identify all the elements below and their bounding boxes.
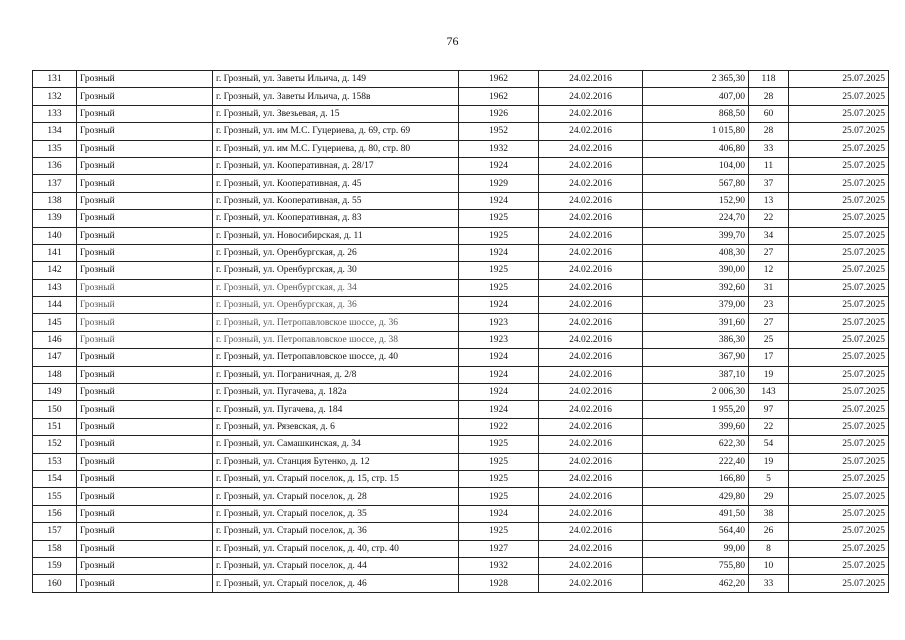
deadline-cell: 25.07.2025	[789, 453, 889, 470]
year-built-cell: 1925	[459, 279, 539, 296]
row-number: 157	[33, 523, 77, 540]
date-cell: 24.02.2016	[539, 227, 643, 244]
residents-count-cell: 118	[749, 71, 789, 88]
year-built-cell: 1962	[459, 71, 539, 88]
residents-count-cell: 29	[749, 488, 789, 505]
date-cell: 24.02.2016	[539, 175, 643, 192]
deadline-cell: 25.07.2025	[789, 436, 889, 453]
city-cell: Грозный	[77, 453, 213, 470]
row-number: 147	[33, 349, 77, 366]
date-cell: 24.02.2016	[539, 210, 643, 227]
deadline-cell: 25.07.2025	[789, 210, 889, 227]
deadline-cell: 25.07.2025	[789, 105, 889, 122]
area-cell: 379,00	[643, 297, 749, 314]
residents-count-cell: 19	[749, 453, 789, 470]
residents-count-cell: 22	[749, 418, 789, 435]
area-cell: 1 015,80	[643, 123, 749, 140]
date-cell: 24.02.2016	[539, 192, 643, 209]
deadline-cell: 25.07.2025	[789, 244, 889, 261]
address-cell: г. Грозный, ул. Пугачева, д. 184	[213, 401, 459, 418]
year-built-cell: 1924	[459, 244, 539, 261]
date-cell: 24.02.2016	[539, 384, 643, 401]
year-built-cell: 1932	[459, 140, 539, 157]
deadline-cell: 25.07.2025	[789, 71, 889, 88]
row-number: 151	[33, 418, 77, 435]
residents-count-cell: 10	[749, 557, 789, 574]
table-row	[33, 540, 889, 557]
residents-count-cell: 60	[749, 105, 789, 122]
date-cell: 24.02.2016	[539, 453, 643, 470]
date-cell: 24.02.2016	[539, 523, 643, 540]
area-cell: 2 365,30	[643, 71, 749, 88]
residents-count-cell: 5	[749, 470, 789, 487]
row-number: 134	[33, 123, 77, 140]
table-row	[33, 279, 889, 296]
table-row	[33, 505, 889, 522]
address-cell: г. Грозный, ул. Пограничная, д. 2/8	[213, 366, 459, 383]
year-built-cell: 1925	[459, 262, 539, 279]
table-row	[33, 140, 889, 157]
residents-count-cell: 19	[749, 366, 789, 383]
row-number: 139	[33, 210, 77, 227]
table-row	[33, 418, 889, 435]
address-cell: г. Грозный, ул. Петропавловское шоссе, д. 36	[213, 314, 459, 331]
address-cell: г. Грозный, ул. Станция Бутенко, д. 12	[213, 453, 459, 470]
address-cell: г. Грозный, ул. Старый поселок, д. 35	[213, 505, 459, 522]
table-row	[33, 575, 889, 592]
year-built-cell: 1952	[459, 123, 539, 140]
city-cell: Грозный	[77, 557, 213, 574]
year-built-cell: 1924	[459, 384, 539, 401]
address-cell: г. Грозный, ул. Старый поселок, д. 15, стр. 15	[213, 470, 459, 487]
area-cell: 399,70	[643, 227, 749, 244]
area-cell: 1 955,20	[643, 401, 749, 418]
area-cell: 391,60	[643, 314, 749, 331]
address-cell: г. Грозный, ул. Оренбургская, д. 30	[213, 262, 459, 279]
deadline-cell: 25.07.2025	[789, 331, 889, 348]
area-cell: 224,70	[643, 210, 749, 227]
address-cell: г. Грозный, ул. Оренбургская, д. 36	[213, 297, 459, 314]
area-cell: 462,20	[643, 575, 749, 592]
deadline-cell: 25.07.2025	[789, 88, 889, 105]
table-row	[33, 366, 889, 383]
residents-count-cell: 33	[749, 140, 789, 157]
residents-count-cell: 33	[749, 575, 789, 592]
city-cell: Грозный	[77, 157, 213, 174]
row-number: 143	[33, 279, 77, 296]
address-cell: г. Грозный, ул. Старый поселок, д. 46	[213, 575, 459, 592]
address-cell: г. Грозный, ул. им М.С. Гуцериева, д. 69, стр. 69	[213, 123, 459, 140]
address-cell: г. Грозный, ул. Самашкинская, д. 34	[213, 436, 459, 453]
deadline-cell: 25.07.2025	[789, 140, 889, 157]
city-cell: Грозный	[77, 140, 213, 157]
city-cell: Грозный	[77, 175, 213, 192]
address-cell: г. Грозный, ул. Рязевская, д. 6	[213, 418, 459, 435]
year-built-cell: 1924	[459, 297, 539, 314]
table-row	[33, 384, 889, 401]
date-cell: 24.02.2016	[539, 436, 643, 453]
city-cell: Грозный	[77, 192, 213, 209]
table-row	[33, 314, 889, 331]
deadline-cell: 25.07.2025	[789, 488, 889, 505]
city-cell: Грозный	[77, 105, 213, 122]
city-cell: Грозный	[77, 262, 213, 279]
city-cell: Грозный	[77, 540, 213, 557]
table-row	[33, 227, 889, 244]
row-number: 160	[33, 575, 77, 592]
deadline-cell: 25.07.2025	[789, 175, 889, 192]
date-cell: 24.02.2016	[539, 540, 643, 557]
city-cell: Грозный	[77, 470, 213, 487]
date-cell: 24.02.2016	[539, 488, 643, 505]
deadline-cell: 25.07.2025	[789, 540, 889, 557]
residents-count-cell: 27	[749, 244, 789, 261]
row-number: 132	[33, 88, 77, 105]
year-built-cell: 1925	[459, 470, 539, 487]
year-built-cell: 1923	[459, 331, 539, 348]
date-cell: 24.02.2016	[539, 349, 643, 366]
city-cell: Грозный	[77, 88, 213, 105]
row-number: 158	[33, 540, 77, 557]
row-number: 149	[33, 384, 77, 401]
address-cell: г. Грозный, ул. Оренбургская, д. 26	[213, 244, 459, 261]
area-cell: 622,30	[643, 436, 749, 453]
row-number: 150	[33, 401, 77, 418]
row-number: 159	[33, 557, 77, 574]
table-row	[33, 523, 889, 540]
city-cell: Грозный	[77, 210, 213, 227]
area-cell: 399,60	[643, 418, 749, 435]
area-cell: 755,80	[643, 557, 749, 574]
city-cell: Грозный	[77, 279, 213, 296]
residents-count-cell: 97	[749, 401, 789, 418]
row-number: 136	[33, 157, 77, 174]
deadline-cell: 25.07.2025	[789, 523, 889, 540]
address-cell: г. Грозный, ул. Пугачева, д. 182а	[213, 384, 459, 401]
year-built-cell: 1924	[459, 505, 539, 522]
city-cell: Грозный	[77, 436, 213, 453]
row-number: 131	[33, 71, 77, 88]
date-cell: 24.02.2016	[539, 140, 643, 157]
residents-count-cell: 37	[749, 175, 789, 192]
year-built-cell: 1922	[459, 418, 539, 435]
housing-registry-table	[32, 70, 889, 593]
city-cell: Грозный	[77, 523, 213, 540]
area-cell: 222,40	[643, 453, 749, 470]
city-cell: Грозный	[77, 366, 213, 383]
area-cell: 99,00	[643, 540, 749, 557]
table-row	[33, 262, 889, 279]
row-number: 153	[33, 453, 77, 470]
area-cell: 166,80	[643, 470, 749, 487]
area-cell: 429,80	[643, 488, 749, 505]
area-cell: 868,50	[643, 105, 749, 122]
year-built-cell: 1925	[459, 453, 539, 470]
residents-count-cell: 34	[749, 227, 789, 244]
row-number: 135	[33, 140, 77, 157]
city-cell: Грозный	[77, 244, 213, 261]
row-number: 138	[33, 192, 77, 209]
address-cell: г. Грозный, ул. Старый поселок, д. 44	[213, 557, 459, 574]
address-cell: г. Грозный, ул. Петропавловское шоссе, д. 38	[213, 331, 459, 348]
deadline-cell: 25.07.2025	[789, 505, 889, 522]
year-built-cell: 1932	[459, 557, 539, 574]
deadline-cell: 25.07.2025	[789, 557, 889, 574]
city-cell: Грозный	[77, 418, 213, 435]
table-row	[33, 244, 889, 261]
deadline-cell: 25.07.2025	[789, 575, 889, 592]
date-cell: 24.02.2016	[539, 401, 643, 418]
deadline-cell: 25.07.2025	[789, 157, 889, 174]
year-built-cell: 1925	[459, 436, 539, 453]
table-row	[33, 401, 889, 418]
table-row	[33, 88, 889, 105]
residents-count-cell: 25	[749, 331, 789, 348]
page-number: 76	[446, 34, 459, 48]
year-built-cell: 1924	[459, 401, 539, 418]
residents-count-cell: 26	[749, 523, 789, 540]
city-cell: Грозный	[77, 505, 213, 522]
city-cell: Грозный	[77, 71, 213, 88]
year-built-cell: 1924	[459, 192, 539, 209]
city-cell: Грозный	[77, 123, 213, 140]
city-cell: Грозный	[77, 227, 213, 244]
year-built-cell: 1924	[459, 157, 539, 174]
table-row	[33, 453, 889, 470]
date-cell: 24.02.2016	[539, 470, 643, 487]
city-cell: Грозный	[77, 401, 213, 418]
address-cell: г. Грозный, ул. Кооперативная, д. 83	[213, 210, 459, 227]
deadline-cell: 25.07.2025	[789, 314, 889, 331]
table-row	[33, 488, 889, 505]
residents-count-cell: 54	[749, 436, 789, 453]
deadline-cell: 25.07.2025	[789, 418, 889, 435]
address-cell: г. Грозный, ул. Кооперативная, д. 28/17	[213, 157, 459, 174]
date-cell: 24.02.2016	[539, 123, 643, 140]
address-cell: г. Грозный, ул. им М.С. Гуцериева, д. 80, стр. 80	[213, 140, 459, 157]
year-built-cell: 1929	[459, 175, 539, 192]
year-built-cell: 1925	[459, 210, 539, 227]
date-cell: 24.02.2016	[539, 418, 643, 435]
row-number: 137	[33, 175, 77, 192]
area-cell: 2 006,30	[643, 384, 749, 401]
address-cell: г. Грозный, ул. Старый поселок, д. 40, стр. 40	[213, 540, 459, 557]
row-number: 133	[33, 105, 77, 122]
residents-count-cell: 17	[749, 349, 789, 366]
row-number: 148	[33, 366, 77, 383]
year-built-cell: 1925	[459, 523, 539, 540]
address-cell: г. Грозный, ул. Новосибирская, д. 11	[213, 227, 459, 244]
deadline-cell: 25.07.2025	[789, 123, 889, 140]
deadline-cell: 25.07.2025	[789, 401, 889, 418]
date-cell: 24.02.2016	[539, 314, 643, 331]
area-cell: 386,30	[643, 331, 749, 348]
year-built-cell: 1925	[459, 227, 539, 244]
row-number: 146	[33, 331, 77, 348]
deadline-cell: 25.07.2025	[789, 192, 889, 209]
table-row	[33, 157, 889, 174]
row-number: 156	[33, 505, 77, 522]
deadline-cell: 25.07.2025	[789, 297, 889, 314]
residents-count-cell: 27	[749, 314, 789, 331]
residents-count-cell: 28	[749, 123, 789, 140]
date-cell: 24.02.2016	[539, 244, 643, 261]
city-cell: Грозный	[77, 297, 213, 314]
date-cell: 24.02.2016	[539, 262, 643, 279]
area-cell: 407,00	[643, 88, 749, 105]
deadline-cell: 25.07.2025	[789, 227, 889, 244]
year-built-cell: 1925	[459, 488, 539, 505]
table-row	[33, 349, 889, 366]
table-row	[33, 105, 889, 122]
year-built-cell: 1923	[459, 314, 539, 331]
city-cell: Грозный	[77, 384, 213, 401]
address-cell: г. Грозный, ул. Кооперативная, д. 45	[213, 175, 459, 192]
area-cell: 387,10	[643, 366, 749, 383]
residents-count-cell: 8	[749, 540, 789, 557]
row-number: 145	[33, 314, 77, 331]
year-built-cell: 1924	[459, 366, 539, 383]
year-built-cell: 1927	[459, 540, 539, 557]
area-cell: 152,90	[643, 192, 749, 209]
deadline-cell: 25.07.2025	[789, 384, 889, 401]
deadline-cell: 25.07.2025	[789, 279, 889, 296]
date-cell: 24.02.2016	[539, 505, 643, 522]
residents-count-cell: 38	[749, 505, 789, 522]
address-cell: г. Грозный, ул. Старый поселок, д. 36	[213, 523, 459, 540]
date-cell: 24.02.2016	[539, 366, 643, 383]
deadline-cell: 25.07.2025	[789, 349, 889, 366]
address-cell: г. Грозный, ул. Заветы Ильича, д. 158в	[213, 88, 459, 105]
row-number: 144	[33, 297, 77, 314]
address-cell: г. Грозный, ул. Заветы Ильича, д. 149	[213, 71, 459, 88]
residents-count-cell: 12	[749, 262, 789, 279]
table-row	[33, 192, 889, 209]
residents-count-cell: 28	[749, 88, 789, 105]
table-row	[33, 175, 889, 192]
residents-count-cell: 11	[749, 157, 789, 174]
table-row	[33, 123, 889, 140]
date-cell: 24.02.2016	[539, 88, 643, 105]
date-cell: 24.02.2016	[539, 71, 643, 88]
year-built-cell: 1926	[459, 105, 539, 122]
row-number: 152	[33, 436, 77, 453]
table-row	[33, 470, 889, 487]
table-body	[33, 71, 889, 593]
table-row	[33, 436, 889, 453]
area-cell: 406,80	[643, 140, 749, 157]
row-number: 141	[33, 244, 77, 261]
address-cell: г. Грозный, ул. Оренбургская, д. 34	[213, 279, 459, 296]
residents-count-cell: 22	[749, 210, 789, 227]
area-cell: 367,90	[643, 349, 749, 366]
row-number: 154	[33, 470, 77, 487]
city-cell: Грозный	[77, 314, 213, 331]
city-cell: Грозный	[77, 349, 213, 366]
date-cell: 24.02.2016	[539, 279, 643, 296]
area-cell: 392,60	[643, 279, 749, 296]
address-cell: г. Грозный, ул. Звезьевая, д. 15	[213, 105, 459, 122]
deadline-cell: 25.07.2025	[789, 262, 889, 279]
area-cell: 390,00	[643, 262, 749, 279]
year-built-cell: 1924	[459, 349, 539, 366]
residents-count-cell: 31	[749, 279, 789, 296]
table-row	[33, 557, 889, 574]
row-number: 142	[33, 262, 77, 279]
table-row	[33, 71, 889, 88]
date-cell: 24.02.2016	[539, 331, 643, 348]
residents-count-cell: 13	[749, 192, 789, 209]
table-row	[33, 297, 889, 314]
date-cell: 24.02.2016	[539, 157, 643, 174]
city-cell: Грозный	[77, 488, 213, 505]
area-cell: 567,80	[643, 175, 749, 192]
date-cell: 24.02.2016	[539, 297, 643, 314]
row-number: 155	[33, 488, 77, 505]
address-cell: г. Грозный, ул. Петропавловское шоссе, д. 40	[213, 349, 459, 366]
year-built-cell: 1928	[459, 575, 539, 592]
area-cell: 104,00	[643, 157, 749, 174]
area-cell: 491,50	[643, 505, 749, 522]
table-row	[33, 210, 889, 227]
date-cell: 24.02.2016	[539, 575, 643, 592]
date-cell: 24.02.2016	[539, 105, 643, 122]
residents-count-cell: 23	[749, 297, 789, 314]
area-cell: 564,40	[643, 523, 749, 540]
year-built-cell: 1962	[459, 88, 539, 105]
address-cell: г. Грозный, ул. Старый поселок, д. 28	[213, 488, 459, 505]
city-cell: Грозный	[77, 331, 213, 348]
deadline-cell: 25.07.2025	[789, 366, 889, 383]
date-cell: 24.02.2016	[539, 557, 643, 574]
deadline-cell: 25.07.2025	[789, 470, 889, 487]
table-row	[33, 331, 889, 348]
address-cell: г. Грозный, ул. Кооперативная, д. 55	[213, 192, 459, 209]
area-cell: 408,30	[643, 244, 749, 261]
residents-count-cell: 143	[749, 384, 789, 401]
row-number: 140	[33, 227, 77, 244]
city-cell: Грозный	[77, 575, 213, 592]
